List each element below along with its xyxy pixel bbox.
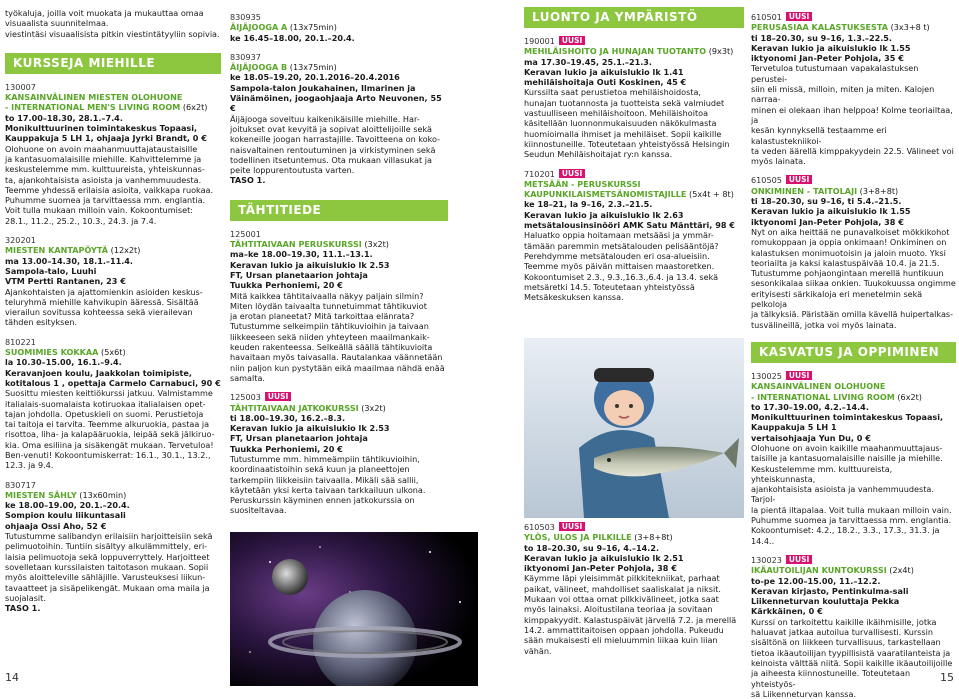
course-title: SUOMIMIES KOKKAA — [5, 347, 99, 358]
body-line: tarkempiin liikkeisiin taivaalla. Mikäli sää sallii, — [230, 474, 419, 485]
section-banner-men: KURSSEJA MIEHILLE — [5, 53, 221, 74]
body-line: ja aiheesta kiinnostuneille. Toteutetaan yhteistyös- — [751, 668, 911, 689]
course-title: METSÄÄN - PERUSKURSSI — [524, 178, 641, 189]
euro-icon: € — [671, 563, 677, 574]
body-line: Peruskurssin käyminen ennen jatkokurssia on — [230, 495, 415, 506]
body-line: kokeneille joogan harrastajille. Tavoitteena on koko- — [230, 134, 441, 145]
body-line: ja erotan planeetat? Mitä tarkoittaa elänrata? — [230, 311, 415, 322]
body-line: huomioimalla ihmiset ja mehiläiset. Sopii kaikille — [524, 128, 722, 139]
page-number-right: 15 — [940, 671, 954, 684]
euro-icon: € — [215, 377, 221, 388]
new-badge: UUSI — [559, 522, 585, 531]
body-line: Mukaan voi ottaa omat pilkkivälineet, jotka saat — [524, 594, 719, 605]
course-entry: 830937 ÄIJÄJOOGA B (13x75min) ke 18.05–19.20, 20.1.2016–20.4.2016 Sampola-talon Joukahainen, Ilmarinen ja Väinämöinen, joogaohjaaja Arto Neuvonen, 55 € Äijäjooga soveltuu kaikenikäisille miehille. Har- joitukset ovat kevyitä ja sopivat aloittelijoille sekä kokeneille joogan harrastajille. Tavoitteena on koko- naisvaltainen rentoutuminen ja virkistyminen sekä todellinen itsetuntemus. Ota mukaan villasukat ja peite loppurentoutusta varten. TASO 1. — [230, 52, 448, 186]
body-line: suositeltavaa. — [230, 505, 287, 516]
body-line: tai taitoja ei tarvita. Teemme alkuruokia, pastaa ja — [5, 419, 210, 430]
course-entry: 130023 UUSI IKÄAUTOILIJAN KUNTOKURSSI (2x4t) to-pe 12.00–15.00, 11.–12.2. Keravan kirjasto, Pentinkulma-sali Liikenneturvan kouluttaja Pekka Kärkkäinen, 0 € Kurssi on tarkoitettu kaikille ikäihmisille, jotka haluavat jatkaa autoilua turvallisesti. Kurssin sisältönä on liikkeen turvallisuus, tarkastellaan tietoa ikäautoilijan tyypillisistä vaaratilanteista ja keinoista välttää niitä. Sopii kaikille ikäautoilijoille ja aiheesta kiinnostuneille. Toteutetaan yhteistyös- sä Liikenneturvan kanssa. — [751, 555, 956, 699]
section-banner-astronomy: TÄHTITIEDE — [230, 200, 448, 221]
body-line: Voit tulla mukaan milloin vain. Kokoontumiset: — [5, 205, 193, 216]
child-fish-illustration — [524, 338, 744, 518]
body-line: teoriailta ja kaksi kalastuspäivää 10.4. ja 21.5. — [751, 257, 940, 268]
body-line: samalta. — [230, 372, 265, 383]
body-line: kesän kynnyksellä testaamme eri kalastustekniikoi- — [751, 125, 887, 146]
body-line: naisvaltainen rentoutuminen ja virkistyminen sekä — [230, 144, 436, 155]
body-line: Nyt on aika heittää ne punavalkoiset mökkikohot — [751, 226, 950, 237]
euro-icon: € — [729, 220, 735, 231]
body-line: suojalasit. — [5, 592, 46, 603]
body-line: siin eli missä, milloin, miten ja miten. Kalojen narraa- — [751, 84, 935, 105]
body-line: Seudun Mehiläishoitajat ry:n kanssa. — [524, 149, 673, 160]
course-title: MEHILÄISHOITO JA HUNAJAN TUOTANTO — [524, 46, 707, 57]
body-line: Tervetuloa tutustumaan vapakalastuksen perustei- — [751, 63, 919, 84]
body-line: Kokoontumiset 2.3., 9.3.,16.3.,6.4. ja 13.4. sekä — [524, 271, 719, 282]
body-line: Metsäkeskuksen kanssa. — [524, 292, 624, 303]
body-line: kia. Oma esiliina ja sisäkengät mukaan. Tervetuloa! — [5, 439, 214, 450]
body-line: sä Liikenneturvan kanssa. — [751, 688, 857, 699]
body-line: haluavat jatkaa autoilua turvallisesti. Kurssin — [751, 627, 933, 638]
body-line: kiinnostuneille. Toteutetaan yhteistyössä Helsingin — [524, 138, 730, 149]
body-line: Äijäjooga soveltuu kaikenikäisille miehille. Har- — [230, 113, 420, 124]
euro-icon: € — [120, 276, 126, 287]
euro-icon: € — [865, 432, 871, 443]
course-entry: 830717 MIESTEN SÄHLY (13x60min) ke 18.00–19.00, 20.1.–20.4. Sompion koulu liikuntasali ohjaaja Ossi Aho, 52 € Tutustumme salibandyn erilaisiin harjoitteisiin sekä pelimuotoihin. Tuntiin sisältyy alkulämmittely, eri- laisia pelimuotoja sekä loppuverryttely. Harjoitteet sovelletaan kurssilaisten taitotason mukaan. Sopii myös aloitteleville sähläjille. Varusteuksesi liikun- tavaatteet ja sisäpelikengät. Mukaan oma maila ja suojalasit. TASO 1. — [5, 480, 221, 614]
body-line: peite loppurentoutusta varten. — [230, 165, 355, 176]
body-line: Keskustelemme mm. kulttuureista, yhteiskunnasta, — [751, 463, 893, 484]
euro-icon: € — [100, 520, 107, 531]
course-entry: 830935 ÄIJÄJOOGA A (13x75min) ke 16.45–18.00, 20.1.–20.4. — [230, 12, 355, 43]
course-title: TÄHTITAIVAAN PERUSKURSSI — [230, 239, 362, 250]
body-line: joitukset ovat kevyitä ja sopivat aloittelijoille sekä — [230, 123, 433, 134]
page-number-left: 14 — [5, 671, 19, 684]
course-title: MIESTEN SÄHLY — [5, 489, 77, 500]
section-banner-nature: LUONTO JA YMPÄRISTÖ — [524, 7, 744, 28]
body-line: ja tälkyksiä. Päristään omilla kävellä huipertalkas- — [751, 309, 954, 320]
body-line: erityisesti särkikaloja eri menetelmin sekä pelkoloja — [751, 288, 923, 310]
course-title: KANSAINVÄLINEN MIESTEN OLOHUONE — [5, 92, 183, 103]
course-entry: 810221 SUOMIMIES KOKKAA (5x6t) la 10.30–15.00, 16.1.–9.4. Keravanjoen koulu, Jaakkolan toimipiste, kotitalous 1 , opettaja Carmelo Carnabuci, 90 € Suosittu miesten keittiökurssi jatkuu. Valmistamme italialais-suomalaista kotiruokaa italialaisen opet- tajan johdolla. Opetuskieli on suomi. Perustietoja tai taitoja ei tarvita. Teemme alkuruokia, pastaa ja risottoa, liha- ja kalapääruokia, leipää sekä jälkiruo- kia. Oma esiliina ja sisäkengät mukaan. Tervetuloa! Ben-venuti! Kokoontumiskerrat: 16.1., 30.1., 13.2., 12.3. ja 9.4. — [5, 336, 221, 471]
body-line: romukoppaan ja oppia onkimaan! Onkiminen on — [751, 237, 947, 248]
body-line: 12.3. ja 9.4. — [5, 460, 54, 471]
column-2 — [230, 12, 448, 516]
body-line: keuden rakenteessa. Selkeällä säällä tähtikuvioita — [230, 342, 433, 353]
course-entry: 610501 UUSI PERUSASIAA KALASTUKSESTA (3x3+8 t) ti 18–20.30, su 9–16, 1.3.–22.5. Keravan lukio ja aikuislukio lk 1.55 iktyonomi Jan-Peter Pohjola, 35 € Tervetuloa tutustumaan vapakalastuksen perustei- siin eli missä, milloin, miten ja miten. Kalojen narraa- minen ei olekaan ihan helppoa! Kolme teoriailtaa, ja kesän kynnyksellä testaamme eri kalastustekniikoi- ta veden äärellä kimppakyydein 22.5. Välineet voi myös lainata. — [751, 12, 956, 166]
euro-icon: € — [898, 53, 904, 64]
body-line: Teemme myös päivän mittaisen maastoretken. — [524, 261, 715, 272]
course-title: TÄHTITAIVAAN JATKOKURSSI — [230, 402, 359, 413]
body-line: Puhumme suomea ja tarvittaessa mm. englantia. — [5, 195, 206, 206]
body-line: tavaatteet ja sisäpelikengät. Mukaan oma maila ja — [5, 582, 210, 593]
course-entry: 610503 UUSI YLÖS, ULOS JA PILKILLE (3+8+8t) to 18–20.30, su 9–16, 4.–14.2. Keravan lukio ja aikuislukio lk 2.51 iktyonomi Jan-Peter Pohjola, 38 € Käymme läpi yleisimmät pilkkitekniikat, parhaat paikat, välineet, mahdolliset saaliskalat ja niksit. Mukaan voi ottaa omat pilkkivälineet, jotka saat myös lainaksi. Aloitustilana teoriaa ja sovitaan kimppakyydit. Kalastuspäivät järvellä 7.2. ja merellä 14.2. ammattitaitoisen oppaan johdolla. Pukeudu sään mukaisesti eli mieluummin liikaa kuin liian vähän. — [524, 522, 744, 656]
new-badge: UUSI — [786, 371, 812, 380]
column-3 — [524, 3, 744, 302]
body-line: myös lainata. — [751, 156, 806, 167]
course-title: ONKIMINEN - TAITOLAJI — [751, 185, 858, 196]
body-line: Tutustumme selkeimpiin tähtikuvioihin ja taivaan — [230, 321, 429, 332]
body-line: todellinen itsetuntemus. Ota mukaan villasukat ja — [230, 154, 432, 165]
body-line: kalastuksen monimuotoisin ja jaloin muoto. Yksi — [751, 247, 946, 258]
course-title: PERUSASIAA KALASTUKSESTA — [751, 22, 889, 33]
course-title: KANSAINVÄLINEN OLOHUONE — [751, 381, 886, 392]
column-3-bottom — [524, 522, 744, 656]
level-label: TASO 1. — [230, 175, 266, 186]
body-line: sään mukaisesti eli mieluummin liikaa kuin liian — [524, 635, 718, 646]
body-line: 28.1., 11.2., 25.2., 10.3., 24.3. ja 7.4. — [5, 215, 157, 226]
body-line: Puhumme suomea ja tarvittaessa mm. englantia. — [751, 515, 952, 526]
course-title: IKÄAUTOILIJAN KUNTOKURSSI — [751, 565, 887, 576]
euro-icon: € — [898, 216, 904, 227]
body-line: ta veden äärellä kimppakyydein 22.5. Välineet voi — [751, 145, 954, 156]
new-badge: UUSI — [786, 12, 812, 21]
body-line: Tutustumme mm. himmeämpiin tähtikuvioihin, — [230, 453, 420, 464]
body-line: Kurssilta saat perustietoa mehiläishoidosta, — [524, 87, 701, 98]
body-line: risottoa, liha- ja kalapääruokia, leipää sekä jälkiruo- — [5, 429, 215, 440]
body-line: Miten löydän taivaalta tunnetuimmat tähtikuviot — [230, 300, 427, 311]
body-line: tietoa ikäautoilijan tyypillisistä vaaratilanteista ja — [751, 647, 951, 658]
body-line: tusvälineillä, jotka voi myös lainata. — [751, 319, 897, 330]
course-title: MIESTEN KANTAPÖYTÄ — [5, 245, 109, 256]
course-title: YLÖS, ULOS JA PILKILLE — [524, 532, 632, 543]
body-line: vierailun sovitussa kohteessa sekä vierailevan — [5, 307, 193, 318]
column-4 — [751, 12, 956, 699]
body-line: Kokoontumiset: 4.2., 18.2., 3.3., 17.3., 31.3. ja 14.4.. — [751, 525, 940, 546]
body-line: vähän. — [524, 645, 552, 656]
body-line: myös lainaksi. Aloitustilana teoriaa ja sovitaan — [524, 604, 713, 615]
body-line: liikkeeseen sekä niiden yhteyteen maailmankaik- — [230, 331, 430, 342]
body-line: tähden esityksen. — [5, 317, 78, 328]
body-line: keskustelemme mm. kulttuureista, yhteiskunnas- — [5, 164, 205, 175]
body-line: 14.2. ammattitaitoisen oppaan johdolla. Pukeudu — [524, 624, 724, 635]
body-line: Suosittu miesten keittiökurssi jatkuu. Valmistamme — [5, 388, 213, 399]
ice-fishing-child-image — [524, 338, 744, 518]
euro-icon: € — [337, 443, 343, 454]
body-line: la pientä iltapalaa. Voit tulla mukaan milloin vain. — [751, 504, 952, 515]
course-title: ÄIJÄJOOGA B — [230, 62, 288, 73]
body-line: Olohuone on avoin kaikille maahanmuuttajaus- — [751, 442, 943, 453]
body-line: niin paljon kun pystytään eikä maailmaa nähdä enää — [230, 362, 445, 373]
course-entry: 130025 UUSI KANSAINVÄLINEN OLOHUONE - INTERNATIONAL LIVING ROOM (6x2t) to 17.30–19.00, 4.2.–14.4. Monikulttuurinen toimintakeskus Topaasi, Kauppakuja 5 LH 1 vertaisohjaaja Yun Du, 0 € Olohuone on avoin kaikille maahanmuuttajaus- taisille ja kantasuomalaisille naisille ja miehille. Keskustelemme mm. kulttuureista, yhteiskunnasta, ajankohtaisista asioista ja vanhemmuudesta. Tarjol- la pientä iltapalaa. Voit tulla mukaan milloin vain. Puhumme suomea ja tarvittaessa mm. englantia. Kokoontumiset: 4.2., 18.2., 3.3., 17.3., 31.3. ja 14.4.. — [751, 371, 956, 546]
body-line: Ajankohtaisten ja ajattomienkin asioiden keskus- — [5, 286, 203, 297]
euro-icon: € — [680, 77, 687, 88]
body-line: Ben-venuti! Kokoontumiskerrat: 16.1., 30.1., 13.2., — [5, 449, 211, 460]
body-line: vastuulliseen mehiläishoitoon. Mehiläishoitoa — [524, 108, 709, 119]
course-title: ÄIJÄJOOGA A — [230, 22, 288, 33]
course-entry: 125001 TÄHTITAIVAAN PERUSKURSSI (3x2t) ma–ke 18.00–19.30, 11.1.–13.1. Keravan lukio ja aikuislukio lk 2.53 FT, Ursan planetaarion johtaja Tuukka Perhoniemi, 20 € Mitä kaikkea tähtitaivaalla näkyy paljain silmin? Miten löydän taivaalta tunnetuimmat tähtikuviot ja erotan planeetat? Mitä tarkoittaa elänrata? Tutustumme selkeimpiin tähtikuvioihin ja taivaan liikkeeseen sekä niiden yhteyteen maailmankaik- keuden rakenteessa. Selkeällä säällä tähtikuvioita havaitaan myös taivasalla. Rautalankaa väännetään niin paljon kun pystytään eikä maailmaa nähdä enää samalta. — [230, 229, 448, 383]
course-entry: 320201 MIESTEN KANTAPÖYTÄ (12x2t) ma 13.00–14.30, 18.1.–11.4. Sampola-talo, Luuhi VTM Pertti Rantanen, 23 € Ajankohtaisten ja ajattomienkin asioiden keskus- teluryhmä miehille kahvikupin ääressä. Sisältää vierailun sovitussa kohteessa sekä vierailevan tähden esityksen. — [5, 235, 221, 328]
body-line: pelimuotoihin. Tuntiin sisältyy alkulämmittely, eri- — [5, 541, 208, 552]
intro-text: työkaluja, joilla voit muokata ja mukauttaa omaa visuaalista suunnitelmaa. — [5, 8, 204, 29]
body-line: hunajan tuotannosta ja tuotteista sekä valmiudet — [524, 97, 725, 108]
body-line: käsitellään luonnonmukaisuuden näkökulmasta — [524, 118, 717, 129]
euro-icon: € — [337, 280, 343, 291]
level-label: TASO 1. — [5, 603, 41, 614]
body-line: teluryhmä miehille kahvikupin ääressä. Sisältää — [5, 296, 199, 307]
body-line: kimppakyydit. Kalastuspäivät järvellä 7.2. ja merellä — [524, 614, 737, 625]
euro-icon: € — [230, 103, 236, 114]
body-line: Perehdymme metsätalouden eri osa-alueisiin. — [524, 250, 710, 261]
body-line: havaitaan myös taivasalla. Rautalankaa väännetään — [230, 352, 443, 363]
body-line: Olohuone on avoin maahanmuuttajataustaisille — [5, 143, 198, 154]
body-line: Kurssi on tarkoitettu kaikille ikäihmisille, jotka — [751, 616, 937, 627]
body-line: Tutustumme pohjaongintaan merellä huntikuun — [751, 268, 944, 279]
course-entry: 130007 KANSAINVÄLINEN MIESTEN OLOHUONE - INTERNATIONAL MEN'S LIVING ROOM (6x2t) to 17.00–18.30, 28.1.–7.4. Monikulttuurinen toimintakeskus Topaasi, Kauppakuja 5 LH 1, ohjaaja Jyrki Brandt, 0 € Olohuone on avoin maahanmuuttajataustaisille ja kantasuomalaisille miehille. Kahvittelemme ja keskustelemme mm. kulttuureista, yhteiskunnas- ta, ajankohtaisista asioista ja vanhemmuudesta. Teemme yhdessä erilaisia asioita, vaikkapa ruokaa. Puhumme suomea ja tarvittaessa mm. englantia. Voit tulla mukaan milloin vain. Kokoontumiset: 28.1., 11.2., 25.2., 10.3., 24.3. ja 7.4. — [5, 82, 221, 226]
body-line: myös aloitteleville sähläjille. Varusteuksesi liikun- — [5, 572, 206, 583]
body-line: ta, ajankohtaisista asioista ja vanhemmuudesta. — [5, 174, 202, 185]
body-line: italialais-suomalaista kotiruokaa italialaisen opet- — [5, 398, 206, 409]
intro-text-2: viestintäsi visuaalisista pitkin viestintätyyliin sopivia. — [5, 28, 220, 39]
euro-icon: € — [201, 133, 207, 144]
section-banner-education: KASVATUS JA OPPIMINEN — [751, 342, 956, 363]
body-line: Tutustumme salibandyn erilaisiin harjoitteisiin sekä — [5, 531, 213, 542]
body-line: sovelletaan kurssilaisten taitotason mukaan. Sopii — [5, 561, 209, 572]
body-line: minen ei olekaan ihan helppoa! Kolme teoriailtaa, ja — [751, 104, 953, 125]
course-entry: 610505 UUSI ONKIMINEN - TAITOLAJI (3+8+8t) ti 18–20.30, su 9–16, ti 5.4.–21.5. Keravan lukio ja aikuislukio lk 1.55 iktyonomi Jan-Peter Pohjola, 38 € Nyt on aika heittää ne punavalkoiset mökkikohot romukoppaan ja oppia onkimaan! Onkiminen on kalastuksen monimuotoisin ja jaloin muoto. Yksi teoriailta ja kaksi kalastuspäivää 10.4. ja 21.5. Tutustumme pohjaongintaan merellä huntikuun sesonkikalaa siikaa onkien. Tuukokuussa ongimme erityisesti särkikaloja eri menetelmin sekä pelkoloja ja tälkyksiä. Päristään omilla kävellä huipertalkas- tusvälineillä, jotka voi myös lainata. — [751, 175, 956, 330]
new-badge: UUSI — [786, 175, 812, 184]
body-line: sesonkikalaa siikaa onkien. Tuukokuussa ongimme — [751, 278, 956, 289]
new-badge: UUSI — [559, 169, 585, 178]
column-1 — [5, 8, 221, 613]
body-line: sisältönä on liikkeen turvallisuus, tarkastellaan — [751, 637, 941, 648]
course-title: - INTERNATIONAL LIVING ROOM — [751, 391, 895, 402]
new-badge: UUSI — [786, 555, 812, 564]
new-badge: UUSI — [559, 36, 585, 45]
body-line: Teemme yhdessä erilaisia asioita, vaikkapa ruokaa. — [5, 184, 214, 195]
course-title: - INTERNATIONAL MEN'S LIVING ROOM — [5, 102, 181, 113]
course-entry: 125003 UUSI TÄHTITAIVAAN JATKOKURSSI (3x2t) ti 18.00–19.30, 16.2.–8.3. Keravan lukio ja aikuislukio lk 2.53 FT, Ursan planetaarion johtaja Tuukka Perhoniemi, 20 € Tutustumme mm. himmeämpiin tähtikuvioihin, koordinaatistoihin sekä kuun ja planeettojen tarkempiin liikkeisiin taivaalla. Mikäli sää sallii, käytetään yksi kerta taivaan tarkkailuun ulkona. Peruskurssin käyminen ennen jatkokurssia on suositeltavaa. — [230, 392, 448, 516]
body-line: keinoista välttää niitä. Sopii kaikille ikäautoilijoille — [751, 657, 953, 668]
body-line: tämään paremmin metsätalouden pelisääntöjä? — [524, 240, 719, 251]
new-badge: UUSI — [265, 392, 291, 401]
body-line: käytetään yksi kerta taivaan tarkkailuun ulkona. — [230, 484, 426, 495]
planet-illustration — [230, 532, 478, 686]
body-line: Käymme läpi yleisimmät pilkkitekniikat, parhaat — [524, 573, 720, 584]
body-line: ajankohtaisista asioista ja vanhemmuudesta. Tarjol- — [751, 484, 934, 505]
body-line: koordinaatistoihin sekä kuun ja planeettojen — [230, 464, 410, 475]
body-line: tajan johdolla. Opetuskieli on suomi. Perustietoja — [5, 408, 204, 419]
body-line: Mitä kaikkea tähtitaivaalla näkyy paljain silmin? — [230, 290, 424, 301]
course-title: KAUPUNKILAISMETSÄNOMISTAJILLE — [524, 189, 687, 200]
body-line: ja kantasuomalaisille miehille. Kahvittelemme ja — [5, 153, 202, 164]
body-line: metsäretki 14.5. Toteutetaan yhteistyössä — [524, 281, 695, 292]
body-line: paikat, välineet, mahdolliset saaliskalat ja niksit. — [524, 583, 721, 594]
space-planet-image — [230, 532, 478, 686]
euro-icon: € — [817, 606, 823, 617]
body-line: Haluatko oppia hoitamaan metsääsi ja ymmär- — [524, 230, 714, 241]
body-line: taisille ja kantasuomalaisille naisille ja miehille. — [751, 453, 943, 464]
body-line: laisia pelimuotoja sekä loppuverryttely. Harjoitteet — [5, 551, 210, 562]
course-entry: 710201 UUSI METSÄÄN - PERUSKURSSI KAUPUNKILAISMETSÄNOMISTAJILLE (5x4t + 8t) ke 18–21, la 9–16, 2.3.–21.5. Keravan lukio ja aikuislukio lk 2.63 metsätalousinsinööri AMK Satu Mänttäri, 98 € Haluatko oppia hoitamaan metsääsi ja ymmär- tämään paremmin metsätalouden pelisääntöjä? Perehdymme metsätalouden eri osa-alueisiin. Teemme myös päivän mittaisen maastoretken. Kokoontumiset 2.3., 9.3.,16.3.,6.4. ja 13.4. sekä metsäretki 14.5. Toteutetaan yhteistyössä Metsäkeskuksen kanssa. — [524, 169, 744, 303]
course-entry: 190001 UUSI MEHILÄISHOITO JA HUNAJAN TUOTANTO (9x3t) ma 17.30–19.45, 25.1.–21.3. Keravan lukio ja aikuislukio lk 1.41 mehiläishoitaja Outi Koskinen, 45 € Kurssilta saat perustietoa mehiläishoidosta, hunajan tuotannosta ja tuotteista sekä valmiudet vastuulliseen mehiläishoitoon. Mehiläishoitoa käsitellään luonnonmukaisuuden näkökulmasta huomioimalla ihmiset ja mehiläiset. Sopii kaikille kiinnostuneille. Toteutetaan yhteistyössä Helsingin Seudun Mehiläishoitajat ry:n kanssa. — [524, 36, 744, 160]
